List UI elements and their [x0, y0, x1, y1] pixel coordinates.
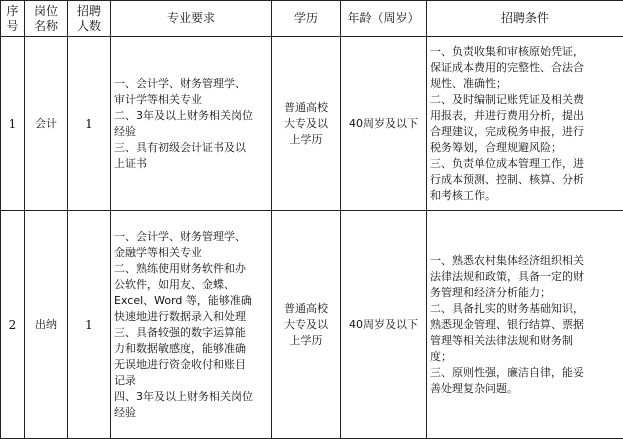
row-count: 1: [68, 211, 111, 439]
header-row: [1, 1, 623, 37]
header-conditions: 招聘条件: [427, 1, 623, 37]
row-count: 1: [68, 37, 111, 211]
row-position: 会计: [25, 37, 68, 211]
row-seq: 1: [1, 37, 25, 211]
row-seq: 2: [1, 211, 25, 439]
row-education: 普通高校 大专及以 上学历: [272, 37, 341, 211]
row-age: 40周岁及以下: [341, 37, 427, 211]
row-major-requirements: 一、会计学、财务管理学、 审计学等相关专业 二、3年及以上财务相关岗位 经验 三、具有初级会计证书及以 上证书: [111, 37, 272, 211]
header-count: 招聘 人数: [68, 1, 111, 37]
header-position: 岗位 名称: [25, 1, 68, 37]
row-education: 普通高校 大专及以 上学历: [272, 211, 341, 439]
row-position: 出纳: [25, 211, 68, 439]
table-row: [1, 211, 623, 439]
row-major-requirements: 一、会计学、财务管理学、 金融学等相关专业 二、熟练使用财务软件和办 公软件，如用友、金蝶、 Excel、Word 等，能够准确 快速地进行数据录入和处理 三、具备较强的数字运算能 力和数据敏感度，能够准确 无误地进行资金收付和账目 记录 四、3年及以上财务相关岗位 经验: [111, 211, 272, 439]
header-education: 学历: [272, 1, 341, 37]
header-major: 专业要求: [111, 1, 272, 37]
row-age: 40周岁及以下: [341, 211, 427, 439]
row-conditions: 一、熟悉农村集体经济组织相关 法律法规和政策，具备一定的财 务管理和经济分析能力； 二、具备扎实的财务基础知识， 熟悉现金管理、银行结算、票据 管理等相关法律法规和财务制 度； 三、原则性强，廉洁自律，能妥 善处理复杂问题。: [427, 211, 623, 439]
table-row: [1, 37, 623, 211]
row-conditions: 一、负责收集和审核原始凭证， 保证成本费用的完整性、合法合 规性、准确性； 二、及时编制记账凭证及相关费 用报表，并进行费用分析，提出 合理建议，完成税务申报，进行 税务筹划，合理规避风险； 三、负责单位成本管理工作，进 行成本预测、控制、核算、分析 和考核工作。: [427, 37, 623, 211]
header-age: 年龄（周岁）: [341, 1, 427, 37]
header-seq: 序 号: [1, 1, 25, 37]
